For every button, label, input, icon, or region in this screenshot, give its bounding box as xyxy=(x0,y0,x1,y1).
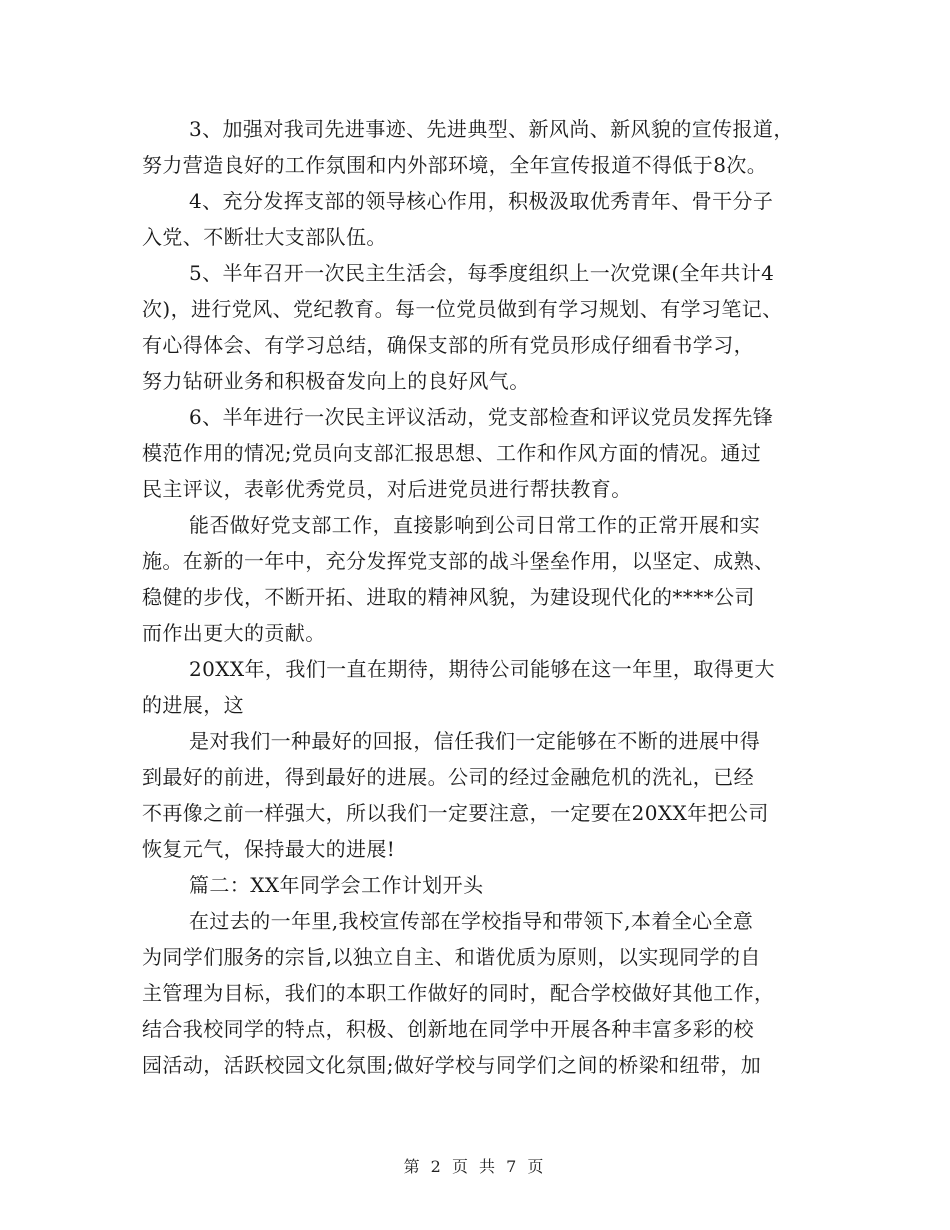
paragraph-line: 5、半年召开一次民主生活会，每季度组织上一次党课(全年共计4 xyxy=(189,261,775,285)
paragraph-line: 模范作用的情况;党员向支部汇报思想、工作和作风方面的情况。通过 xyxy=(142,441,762,465)
paragraph-line: 20XX年，我们一直在期待，期待公司能够在这一年里，取得更大 xyxy=(189,657,775,681)
paragraph-line: 到最好的前进，得到最好的进展。公司的经过金融危机的洗礼，已经 xyxy=(142,765,754,789)
section-heading: 篇二：XX年同学会工作计划开头 xyxy=(189,873,484,897)
paragraph-line: 入党、不断壮大支部队伍。 xyxy=(142,225,387,249)
paragraph-line: 民主评议，表彰优秀党员，对后进党员进行帮扶教育。 xyxy=(142,477,632,501)
paragraph-line: 施。在新的一年中，充分发挥党支部的战斗堡垒作用，以坚定、成熟、 xyxy=(142,549,775,573)
paragraph-line: 园活动，活跃校园文化氛围;做好学校与同学们之间的桥梁和纽带，加 xyxy=(142,1053,762,1077)
paragraph-line: 3、加强对我司先进事迹、先进典型、新风尚、新风貌的宣传报道， xyxy=(189,117,794,141)
page-number-footer: 第 2 页 共 7 页 xyxy=(403,1157,547,1176)
paragraph-line: 不再像之前一样强大，所以我们一定要注意，一定要在20XX年把公司 xyxy=(142,801,769,825)
paragraph-line: 6、半年进行一次民主评议活动，党支部检查和评议党员发挥先锋 xyxy=(189,405,774,429)
paragraph-line: 有心得体会、有学习总结，确保支部的所有党员形成仔细看书学习， xyxy=(142,333,754,357)
paragraph-line: 为同学们服务的宗旨,以独立自主、和谐优质为原则，以实现同学的自 xyxy=(142,945,761,969)
paragraph-line: 努力营造良好的工作氛围和内外部环境，全年宣传报道不得低于8次。 xyxy=(142,153,768,177)
paragraph-line: 在过去的一年里,我校宣传部在学校指导和带领下,本着全心全意 xyxy=(189,909,754,933)
paragraph-line: 是对我们一种最好的回报，信任我们一定能够在不断的进展中得 xyxy=(189,729,761,753)
paragraph-line: 结合我校同学的特点，积极、创新地在同学中开展各种丰富多彩的校 xyxy=(142,1017,754,1041)
paragraph-line: 主管理为目标，我们的本职工作做好的同时，配合学校做好其他工作， xyxy=(142,981,775,1005)
paragraph-line: 的进展，这 xyxy=(142,693,244,717)
paragraph-line: 能否做好党支部工作，直接影响到公司日常工作的正常开展和实 xyxy=(189,513,761,537)
paragraph-line: 次)，进行党风、党纪教育。每一位党员做到有学习规划、有学习笔记、 xyxy=(142,297,783,321)
paragraph-line: 而作出更大的贡献。 xyxy=(142,621,326,645)
paragraph-line: 努力钻研业务和积极奋发向上的良好风气。 xyxy=(142,369,530,393)
paragraph-line: 稳健的步伐，不断开拓、进取的精神风貌，为建设现代化的****公司 xyxy=(142,585,755,609)
paragraph-line: 4、充分发挥支部的领导核心作用，积极汲取优秀青年、骨干分子 xyxy=(189,189,774,213)
paragraph-line: 恢复元气，保持最大的进展! xyxy=(142,837,396,861)
